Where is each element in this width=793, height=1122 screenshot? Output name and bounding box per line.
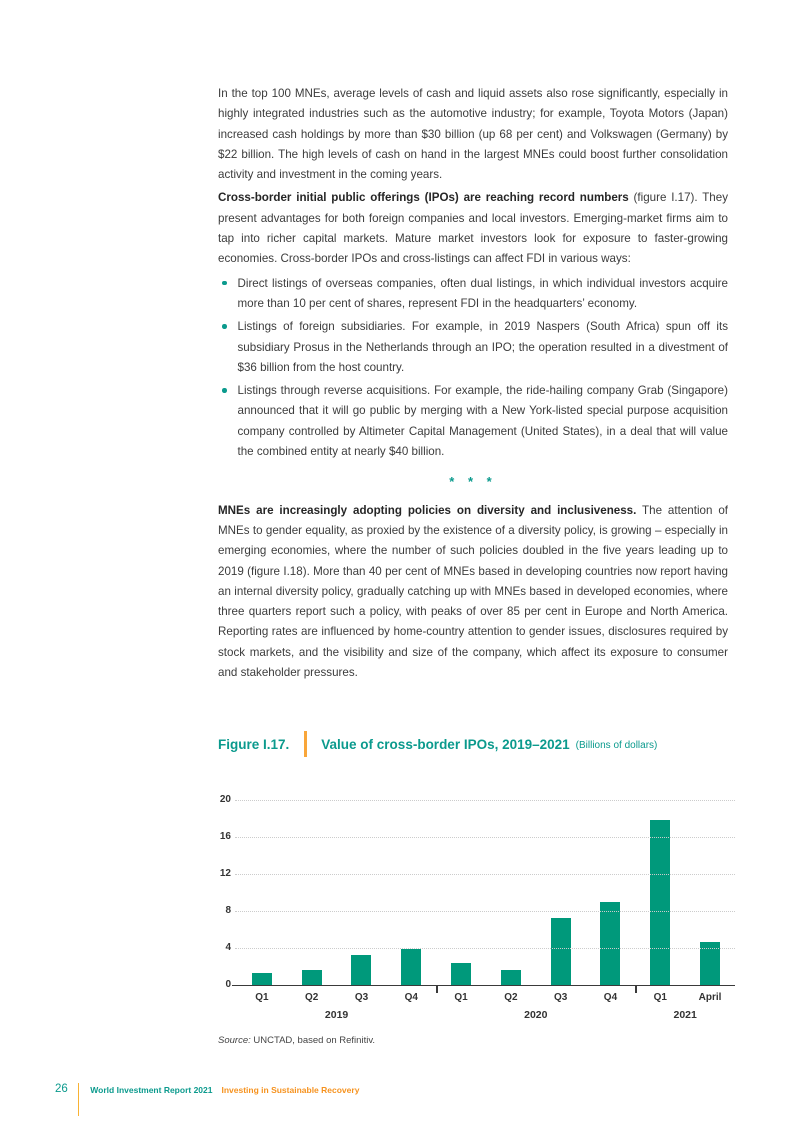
figure-label: Figure I.17. [218, 736, 290, 752]
bar-slot [337, 955, 387, 985]
footer-report-title: World Investment Report 2021 [90, 1085, 213, 1095]
bar-q2-5 [501, 970, 521, 985]
figure-subtitle: (Billions of dollars) [575, 739, 658, 751]
bar-slot [386, 949, 436, 985]
x-axis-label: Q1 [653, 992, 667, 1003]
axis-group-tick [436, 985, 438, 993]
gridline [235, 874, 735, 875]
x-axis-label: Q1 [454, 992, 468, 1003]
bar-chart [215, 794, 735, 1023]
list-item-text: Listings through reverse acquisitions. For example, the ride-hailing company Grab (Singapore) announced that it will go public by merging with a New York-listed special purpose acquisition company controlled by Altimeter Capital Management (United States), in a deal that will value the combined entity at nearly $40 billion. [237, 384, 728, 459]
figure-title: Value of cross-border IPOs, 2019–2021 [321, 736, 570, 752]
x-axis-label: Q1 [255, 992, 269, 1003]
list-item-text: Direct listings of overseas companies, often dual listings, in which individual investors acquire more than 10 per cent of shares, represent FDI in the headquarters’ economy. [237, 276, 728, 310]
gridline [235, 911, 735, 912]
x-axis-label: Q3 [554, 992, 568, 1003]
y-axis-tick-label: 4 [225, 942, 231, 953]
x-axis-label: Q4 [603, 992, 618, 1003]
footer-report-subtitle: Investing in Sustainable Recovery [221, 1085, 360, 1095]
bar-slot [536, 918, 586, 985]
y-axis-tick-label: 12 [219, 868, 231, 879]
axis-group-tick [635, 985, 637, 993]
bar-slot [635, 820, 685, 985]
x-axis-label: Q2 [504, 992, 518, 1003]
paragraph-lead-bold: MNEs are increasingly adopting policies on diversity and inclusiveness. [218, 503, 637, 517]
x-axis-label: Q3 [354, 992, 369, 1003]
bullet-icon [222, 324, 227, 329]
paragraph-cash-holdings: In the top 100 MNEs, average levels of cash and liquid assets also rose significantly, especially in highly integrated industries such as the automotive industry; for example, Toyota Motors (Japan) increased cash holdings by more than $30 billion (up 68 per cent) and Volkswagen (Germany) by $22 billion. The high levels of cash on hand in the largest MNEs could boost further consolidation activity and investment in the coming years. [218, 87, 728, 182]
gridline [235, 837, 735, 838]
page-footer [55, 1083, 359, 1116]
paragraph-lead-bold: Cross-border initial public offerings (IPOs) are reaching record numbers [218, 191, 629, 205]
year-label: 2020 [524, 1009, 548, 1021]
bar-q1-4 [451, 963, 471, 985]
y-axis [215, 794, 231, 990]
year-labels [237, 1009, 735, 1023]
x-axis-label: Q2 [305, 992, 319, 1003]
bar-slot [436, 963, 486, 985]
list-item [218, 381, 728, 462]
bars-container [237, 800, 735, 985]
source-note [218, 1035, 375, 1046]
bar-q3-6 [551, 918, 571, 985]
list-item [218, 317, 728, 378]
bar-slot [287, 970, 337, 985]
y-axis-tick-label: 20 [219, 794, 231, 805]
x-axis-label: April [698, 992, 722, 1003]
bullet-icon [222, 388, 227, 393]
body-text-column [218, 84, 728, 686]
figure-caption [218, 731, 657, 757]
bar-q4-7 [600, 902, 620, 985]
year-label: 2021 [673, 1009, 697, 1021]
y-axis-tick-label: 0 [225, 979, 231, 990]
paragraph-rest: The attention of MNEs to gender equality, as proxied by the existence of a diversity policy, is growing – especially in emerging economies, where the number of such policies doubled in the five years leading up to 2019 (figure I.18). More than 40 per cent of MNEs based in developing countries now report having an internal diversity policy, gradually catching up with MNEs based in developed economies, where three quarters report such a policy, with peaks of over 85 per cent in Europe and North America. Reporting rates are influenced by home-country attention to gender issues, disclosures required by stock markets, and the visibility and size of the company, which affect its exposure to consumer and stakeholder pressures. [218, 503, 728, 680]
year-label: 2019 [324, 1009, 349, 1021]
paragraph-diversity-policies [218, 501, 728, 684]
bar-q3-2 [351, 955, 371, 985]
bar-slot [237, 973, 287, 985]
y-axis-tick-label: 8 [225, 905, 231, 916]
list-item [218, 274, 728, 315]
bullet-list [218, 274, 728, 463]
paragraph-rest: (figure I.17). They present advantages for both foreign companies and local investors. Emerging-market firms aim to tap into richer capital markets. Mature market investors look for exposure to faster-growing economies. Cross-border IPOs and cross-listings can affect FDI in various ways: [218, 191, 728, 266]
bullet-icon [222, 281, 227, 286]
paragraph-cross-border-ipos [218, 188, 728, 269]
source-text: UNCTAD, based on Refinitiv. [253, 1035, 375, 1046]
figure-separator-bar [304, 731, 307, 757]
list-item-text: Listings of foreign subsidiaries. For example, in 2019 Naspers (South Africa) spun off its subsidiary Prosus in the Netherlands through an IPO; the operation resulted in a divestment of $36 billion from the host country. [237, 320, 728, 374]
footer-divider [78, 1083, 80, 1116]
source-label: Source: [218, 1035, 251, 1046]
bar-slot [486, 970, 536, 985]
gridline [235, 948, 735, 949]
x-axis-label: Q4 [404, 992, 418, 1003]
bar-q1-8 [650, 820, 670, 985]
bar-q4-3 [401, 949, 421, 985]
page-number: 26 [55, 1083, 68, 1095]
section-separator: * * * [449, 474, 497, 490]
bar-q2-1 [302, 970, 322, 985]
y-axis-tick-label: 16 [219, 831, 231, 842]
chart-plot-area [237, 800, 735, 985]
x-axis-labels [237, 985, 735, 1003]
bar-slot [586, 902, 636, 985]
gridline [235, 800, 735, 801]
bar-q1-0 [252, 973, 272, 985]
